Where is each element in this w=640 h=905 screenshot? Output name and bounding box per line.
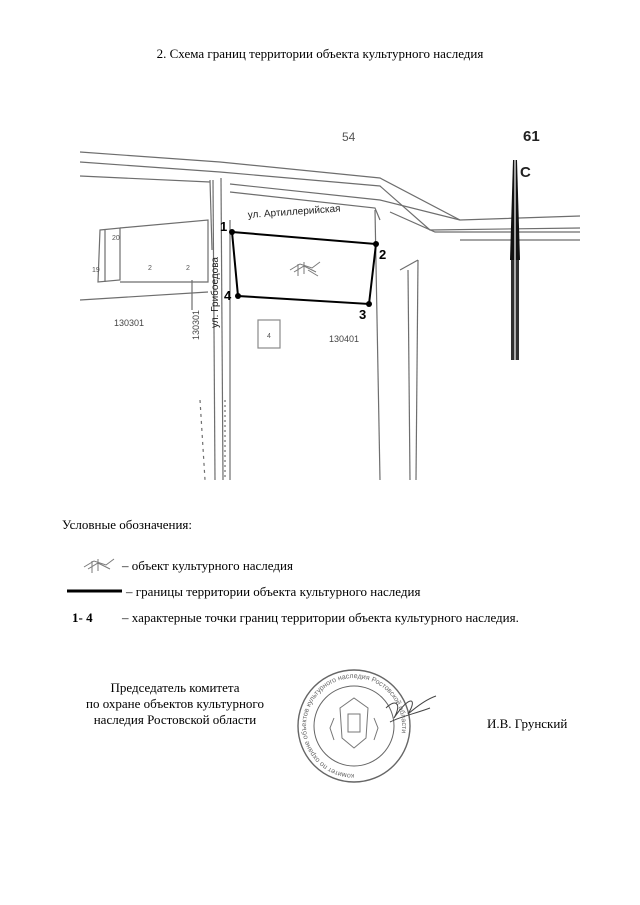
block-number-top: 54	[342, 130, 356, 144]
street-lines	[80, 152, 580, 480]
cadastral-left-label: 130301	[114, 318, 145, 328]
legend-text-points: – характерные точки границ территории объекта культурного наследия.	[122, 610, 519, 625]
point-2-label: 2	[379, 247, 387, 262]
official-seal	[290, 668, 440, 790]
point-4-marker	[235, 293, 241, 299]
svg-text:комитет по охране объектов кул: комитет по охране объектов культурного наследия Ростовской области	[301, 672, 408, 780]
page-title: 2. Схема границ территории объекта культурного наследия	[156, 46, 484, 61]
legend-text-boundary: – границы территории объекта культурного наследия	[126, 584, 421, 599]
point-1-label: 1	[220, 219, 228, 234]
signer-line-2: по охране объектов культурного	[86, 696, 264, 711]
point-3-label: 3	[359, 307, 367, 322]
block-number-right: 61	[523, 128, 540, 145]
point-4-label: 4	[224, 288, 232, 303]
cadastral-vertical-label: 130301	[191, 309, 201, 340]
building-number-2a: 2	[148, 265, 152, 272]
points-range-symbol: 1- 4	[72, 610, 93, 625]
signer-name: И.В. Грунский	[487, 716, 568, 731]
signer-line-3: наследия Ростовской области	[93, 712, 257, 727]
building-number-20: 20	[112, 235, 120, 242]
boundary-line-symbol	[62, 582, 122, 602]
signer-line-1: Председатель комитета	[110, 680, 240, 695]
point-3-marker	[366, 301, 372, 307]
heritage-object-icon	[290, 262, 320, 276]
boundary-scheme-map	[80, 120, 580, 490]
building-number-2b: 2	[186, 265, 190, 272]
north-letter: С	[520, 164, 531, 181]
legend-text-heritage-object: – объект культурного наследия	[122, 558, 293, 573]
heritage-object-icon	[62, 556, 122, 576]
building-number-4: 4	[267, 333, 271, 340]
legend-heading: Условные обозначения:	[62, 517, 193, 532]
cadastral-center-label: 130401	[329, 334, 360, 344]
signer-position	[70, 680, 280, 728]
north-arrow-icon	[510, 160, 520, 360]
street-artilleriyskaya-label: ул. Артиллерийская	[247, 203, 341, 221]
street-griboedova-label: ул. Грибоедова	[210, 257, 221, 328]
building-number-19: 19	[92, 267, 100, 274]
point-1-marker	[229, 229, 235, 235]
